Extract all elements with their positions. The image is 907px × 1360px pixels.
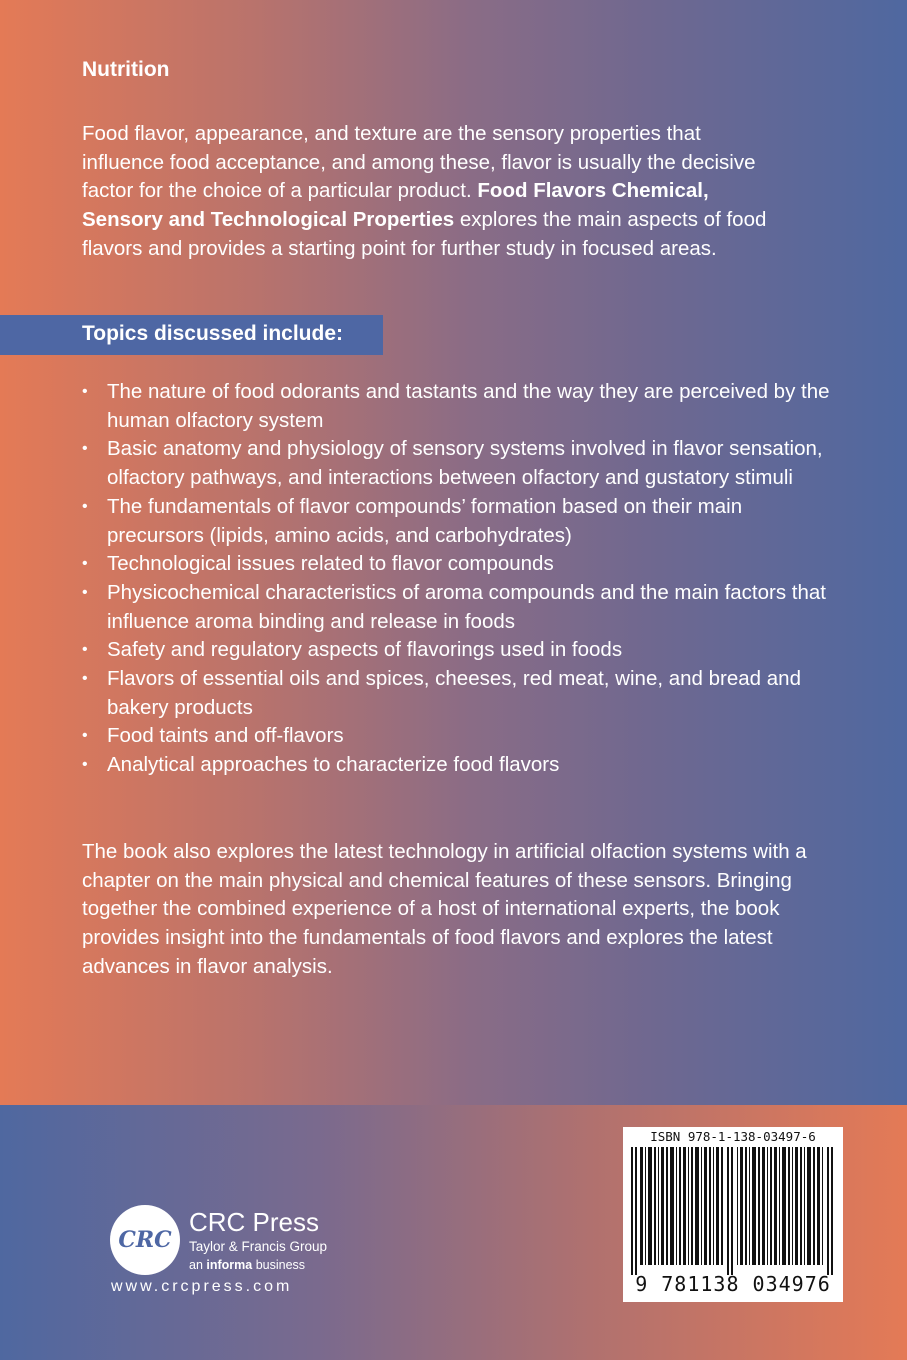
closing-paragraph: The book also explores the latest technology in artificial olfaction systems with a chapter on the main physical and chemical features of these sensors. Bringing together the combined experience of a host of international experts, the book provides insight into the fundamentals of food flavors and explores the latest advances in flavor analysis.: [82, 840, 807, 978]
list-item: [82, 378, 842, 435]
list-item: [82, 722, 842, 751]
barcode-digits: 9 781138 034976: [635, 1272, 831, 1296]
topic-text: The fundamentals of flavor compounds’ formation based on their main precursors (lipids, amino acids, and carbohydrates): [107, 494, 743, 547]
bullet-icon: •: [82, 583, 88, 601]
topics-heading: Topics discussed include:: [82, 322, 344, 345]
topic-text: Physicochemical characteristics of aroma compounds and the main factors that influence aroma binding and release in foods: [107, 580, 826, 633]
isbn-barcode: [623, 1127, 843, 1302]
bullet-icon: •: [82, 670, 88, 688]
book-title: Food Flavors Chemical, Sensory and Technological Properties: [82, 179, 709, 232]
bullet-icon: •: [82, 727, 88, 745]
barcode-bars-icon: [631, 1147, 835, 1275]
topics-heading-bar: [0, 315, 383, 355]
list-item: [82, 435, 842, 492]
topic-text: Technological issues related to flavor compounds: [107, 552, 554, 576]
list-item: [82, 550, 842, 579]
bullet-icon: •: [82, 383, 88, 400]
publisher-parent: an informa business: [189, 1258, 306, 1272]
topic-text: The nature of food odorants and tastants and the way they are perceived by the human olfactory system: [107, 380, 830, 432]
topic-text: Analytical approaches to characterize food flavors: [107, 753, 560, 777]
bullet-icon: •: [82, 555, 88, 573]
bullet-icon: •: [82, 497, 88, 515]
publisher-website: www.crcpress.com: [111, 1278, 293, 1295]
logo-text: CRC: [118, 1227, 172, 1253]
list-item: [82, 751, 842, 780]
list-item: [82, 493, 842, 550]
list-item: [82, 579, 842, 636]
intro-text-continued: explores the main aspects of food flavors and provides a starting point for further study in focused areas.: [82, 208, 767, 260]
topic-text: Food taints and off-flavors: [107, 724, 344, 748]
topic-text: Flavors of essential oils and spices, cheeses, red meat, wine, and bread and bakery products: [107, 667, 801, 719]
topics-list: [82, 378, 842, 780]
intro-paragraph: [82, 120, 782, 264]
topic-text: Basic anatomy and physiology of sensory systems involved in flavor sensation, olfactory pathways, and interactions between olfactory and gustatory stimuli: [107, 437, 823, 490]
list-item: [82, 665, 842, 722]
bullet-icon: •: [82, 641, 88, 659]
isbn-label: ISBN 978-1-138-03497-6: [650, 1129, 816, 1144]
topic-text: Safety and regulatory aspects of flavorings used in foods: [107, 638, 623, 662]
category-label: Nutrition: [82, 58, 170, 81]
list-item: [82, 636, 842, 665]
bullet-icon: •: [82, 440, 88, 458]
crc-logo-icon: [110, 1205, 180, 1275]
bullet-icon: •: [82, 756, 88, 774]
intro-text: Food flavor, appearance, and texture are the sensory properties that influence food acceptance, and among these, flavor is usually the decisive factor for the choice of a particular product.: [82, 122, 756, 203]
publisher-name: CRC Press: [189, 1207, 320, 1237]
publisher-group: Taylor & Francis Group: [189, 1239, 328, 1254]
